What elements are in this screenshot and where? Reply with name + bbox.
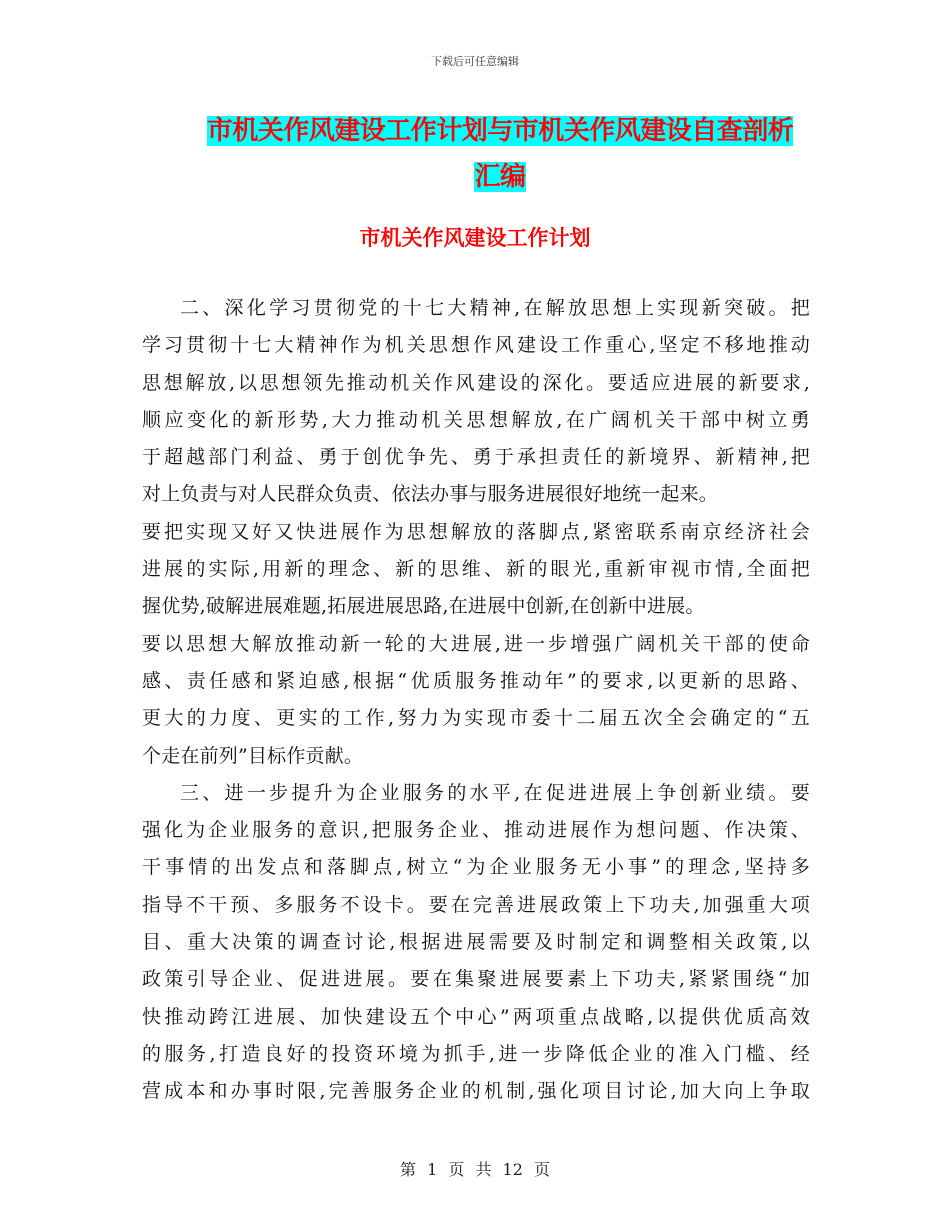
header-note: 下载后可任意编辑 <box>431 55 519 68</box>
document-title-line-1: 市机关作风建设工作计划与市机关作风建设自查剖析 <box>206 116 794 146</box>
document-title <box>190 108 810 200</box>
text-line: 指导不干预、多服务不设卡。要在完善进展政策上下功夫,加强重大项 <box>142 893 810 916</box>
text-line: 个走在前列”目标作贡献。 <box>142 744 364 767</box>
text-line: 顺应变化的新形势,大力推动机关思想解放,在广阔机关干部中树立勇 <box>142 408 810 431</box>
section-title: 市机关作风建设工作计划 <box>359 226 591 250</box>
document-title-line-2: 汇编 <box>474 162 526 192</box>
text-line: 二、深化学习贯彻党的十七大精神,在解放思想上实现新突破。把 <box>180 297 810 319</box>
body-text <box>142 290 810 1111</box>
text-line: 的服务,打造良好的投资环境为抓手,进一步降低企业的准入门槛、经 <box>142 1042 810 1065</box>
text-line: 营成本和办事时限,完善服务企业的机制,强化项目讨论,加大向上争取 <box>142 1080 810 1103</box>
text-line: 对上负责与对人民群众负责、依法办事与服务进展很好地统一起来。 <box>142 483 719 506</box>
text-line: 要把实现又好又快进展作为思想解放的落脚点,紧密联系南京经济社会 <box>142 520 810 543</box>
text-line: 三、进一步提升为企业服务的水平,在促进进展上争创新业绩。要 <box>180 781 810 804</box>
text-line: 干事情的出发点和落脚点,树立“为企业服务无小事”的理念,坚持多 <box>142 856 810 879</box>
page-footer: 第 1 页 共 12 页 <box>400 1160 550 1179</box>
text-line: 感、责任感和紧迫感,根据“优质服务推动年”的要求,以更新的思路、 <box>142 669 810 692</box>
text-line: 快推动跨江进展、加快建设五个中心”两项重点战略,以提供优质高效 <box>142 1005 810 1028</box>
text-line: 进展的实际,用新的理念、新的思维、新的眼光,重新审视市情,全面把 <box>142 558 810 581</box>
text-line: 于超越部门利益、勇于创优争先、勇于承担责任的新境界、新精神,把 <box>142 446 810 469</box>
text-line: 握优势,破解进展难题,拓展进展思路,在进展中创新,在创新中进展。 <box>142 595 705 618</box>
text-line: 强化为企业服务的意识,把服务企业、推动进展作为想问题、作决策、 <box>142 819 810 842</box>
text-line: 政策引导企业、促进进展。要在集聚进展要素上下功夫,紧紧围绕“加 <box>142 968 810 991</box>
text-line: 更大的力度、更实的工作,努力为实现市委十二届五次全会确定的“五 <box>142 707 810 730</box>
text-line: 思想解放,以思想领先推动机关作风建设的深化。要适应进展的新要求, <box>142 371 810 394</box>
text-line: 目、重大决策的调查讨论,根据进展需要及时制定和调整相关政策,以 <box>142 931 810 954</box>
text-line: 学习贯彻十七大精神作为机关思想作风建设工作重心,坚定不移地推动 <box>142 334 810 357</box>
text-line: 要以思想大解放推动新一轮的大进展,进一步增强广阔机关干部的使命 <box>142 632 810 655</box>
